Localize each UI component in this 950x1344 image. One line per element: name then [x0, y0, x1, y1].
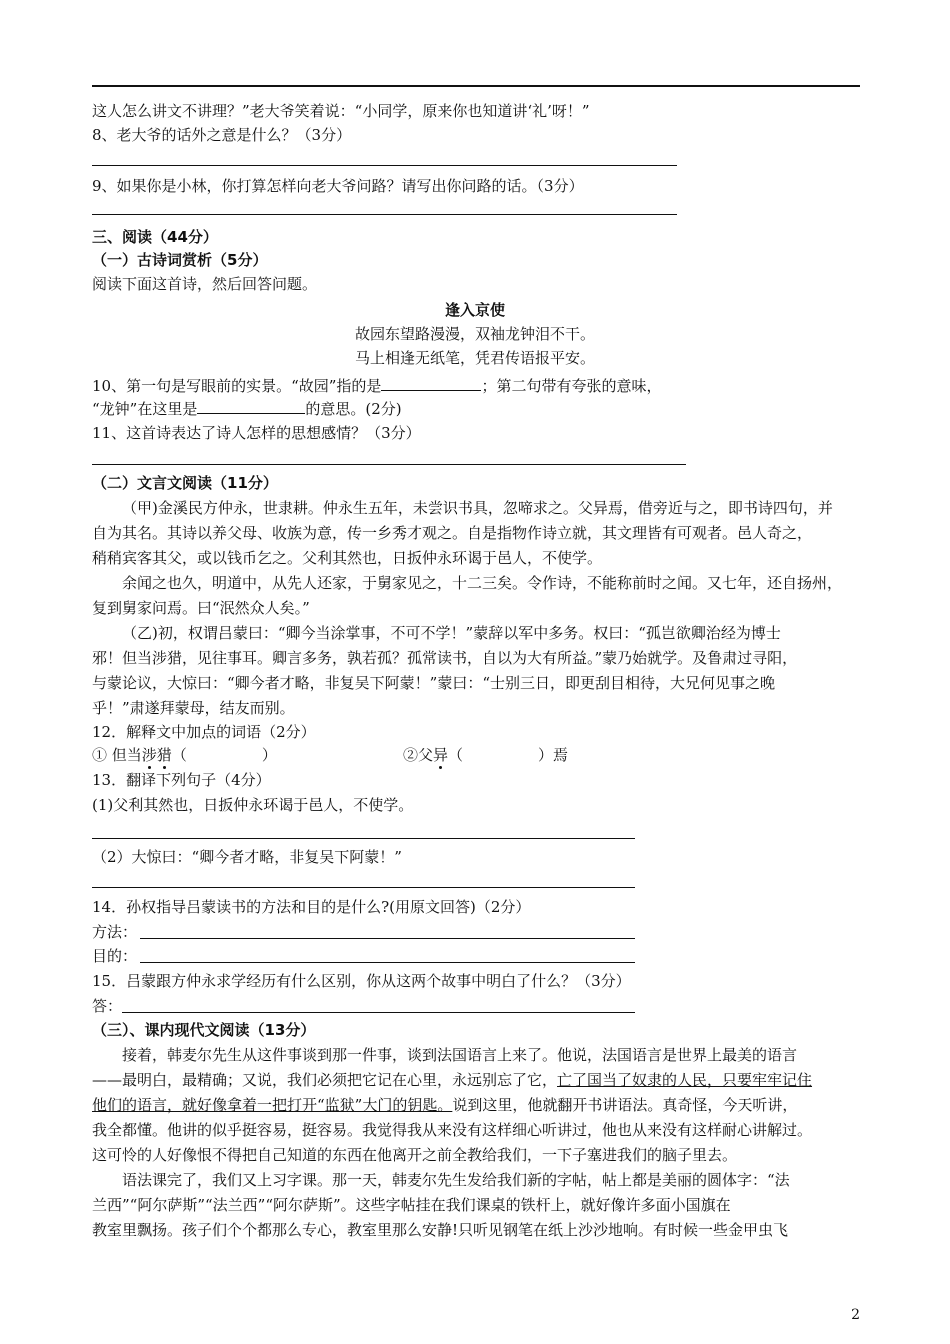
q12-item2-prefix: ②父	[403, 746, 434, 764]
modern-line-1: 接着，韩麦尔先生从这件事谈到那一件事，谈到法国语言上来了。他说，法国语言是世界上最美的语言	[122, 1046, 798, 1064]
q12-dotted-char-3: 异	[433, 746, 449, 764]
q12-dotted-char-2: 猎	[156, 746, 172, 764]
modern-line-7: 兰西”“阿尔萨斯”“法兰西”“阿尔萨斯”。这些字帖挂在我们课桌的铁杆上，就好像许多面小国旗在	[92, 1196, 731, 1214]
question-12-item-1	[92, 745, 277, 765]
passage-b-line-1: （乙)初，权谓吕蒙曰：“卿今当涂掌事，不可不学！”蒙辞以军中多务。权曰：“孤岂欲卿治经为博士	[122, 624, 781, 642]
question-13-item-2: （2）大惊曰：“卿今者才略，非复吴下阿蒙！”	[92, 848, 402, 866]
modern-section-heading: （三）、课内现代文阅读（13分）	[92, 1021, 316, 1039]
question-15: 15．吕蒙跟方仲永求学经历有什么区别，你从这两个故事中明白了什么？（3分）	[92, 972, 631, 990]
poem-line-2: 马上相逢无纸笔，凭君传语报平安。	[354, 349, 595, 367]
q12-item2-blank[interactable]: （ ）焉	[448, 746, 569, 764]
q15-answer-label: 答：	[92, 997, 123, 1015]
poem-line-1: 故园东望路漫漫，双袖龙钟泪不干。	[354, 325, 595, 343]
answer-line-q11[interactable]	[92, 464, 686, 465]
passage-b-line-4: 乎！”肃遂拜蒙母，结友而别。	[92, 699, 295, 717]
passage-a-line-4: 余闻之也久，明道中，从先人还家，于舅家见之，十二三矣。令作诗，不能称前时之闻。又七年，还自扬州，	[122, 574, 843, 592]
classical-section-heading: （二）文言文阅读（11分）	[92, 474, 278, 492]
section-3-heading: 三、阅读（44分）	[92, 228, 218, 246]
q10-text-d: 的意思。(2分)	[305, 400, 402, 418]
dialogue-line: 这人怎么讲文不讲理？”老大爷笑着说：“小同学，原来你也知道讲‘礼’呀！”	[92, 102, 590, 120]
question-13: 13．翻译下列句子（4分）	[92, 771, 271, 789]
q10-text-a: 10、第一句是写眼前的实景。“故园”指的是	[92, 377, 382, 395]
q14-purpose-label: 目的：	[92, 947, 138, 965]
underlined-sentence-part-2: 他们的语言，就好像拿着一把打开“监狱”大门的钥匙。	[92, 1096, 453, 1114]
answer-line-q15[interactable]	[122, 1012, 635, 1013]
question-12-item-2	[403, 745, 568, 765]
modern-line-3	[92, 1095, 797, 1115]
modern-line-8: 教室里飘扬。孩子们个个都那么专心，教室里那么安静!只听见钢笔在纸上沙沙地响。有时候一些金甲虫飞	[92, 1221, 789, 1239]
question-8: 8、老大爷的话外之意是什么？（3分）	[92, 126, 352, 144]
answer-line-q9[interactable]	[92, 214, 677, 215]
answer-line-q8[interactable]	[92, 165, 677, 166]
page-number: 2	[851, 1307, 860, 1323]
question-10-line-1	[92, 375, 661, 396]
top-rule	[92, 85, 860, 87]
q12-item1-blank[interactable]: （ ）	[171, 746, 277, 764]
passage-a-line-3: 稍稍宾客其父，或以钱币乞之。父利其然也，日扳仲永环谒于邑人，不使学。	[92, 549, 603, 567]
poem-title: 逢入京使	[444, 301, 505, 319]
underlined-sentence-part-1: 亡了国当了奴隶的人民，只要牢牢记住	[557, 1071, 813, 1089]
answer-line-purpose[interactable]	[140, 962, 635, 963]
modern-line-4: 我全都懂。他讲的似乎挺容易，挺容易。我觉得我从来没有这样细心听讲过，他也从来没有这样耐心讲解过。	[92, 1121, 813, 1139]
modern-line-6: 语法课完了，我们又上习字课。那一天，韩麦尔先生发给我们新的字帖，帖上都是美丽的圆体字：“法	[122, 1171, 790, 1189]
answer-line-q13-2[interactable]	[92, 887, 635, 888]
poetry-instruction: 阅读下面这首诗，然后回答问题。	[92, 275, 318, 293]
question-9: 9、如果你是小林，你打算怎样向老大爷问路？请写出你问路的话。（3分）	[92, 177, 584, 195]
passage-b-line-2: 邪！但当涉猎，见往事耳。卿言多务，孰若孤？孤常读书，自以为大有所益。”蒙乃始就学。及鲁肃过寻阳，	[92, 649, 798, 667]
modern-line-2	[92, 1070, 812, 1090]
passage-b-line-3: 与蒙论议，大惊曰：“卿今者才略，非复吴下阿蒙！”蒙曰：“士别三日，即更刮目相待，大兄何见事之晚	[92, 674, 776, 692]
passage-a-line-1: （甲)金溪民方仲永，世隶耕。仲永生五年，未尝识书具，忽啼求之。父异焉，借旁近与之，即书诗四句，并	[122, 499, 833, 517]
q12-item1-prefix: ① 但当	[92, 746, 142, 764]
question-13-item-1: (1)父利其然也，日扳仲永环谒于邑人，不使学。	[92, 796, 414, 814]
q10-text-c: “龙钟”在这里是	[92, 400, 198, 418]
question-11: 11、这首诗表达了诗人怎样的思想感情？（3分）	[92, 424, 421, 442]
question-12: 12．解释文中加点的词语（2分）	[92, 723, 316, 741]
q14-method-label: 方法：	[92, 923, 138, 941]
answer-line-q13-1[interactable]	[92, 838, 635, 839]
passage-a-line-2: 自为其名。其诗以养父母、收族为意，传一乡秀才观之。自是指物作诗立就，其文理皆有可观者。邑人奇之，	[92, 524, 813, 542]
q12-dotted-char-1: 涉	[141, 746, 157, 764]
q10-text-b: ；第二句带有夸张的意味，	[481, 377, 662, 395]
answer-line-method[interactable]	[140, 938, 635, 939]
question-10-line-2	[92, 398, 402, 419]
q10-blank-1[interactable]	[381, 375, 481, 391]
q10-blank-2[interactable]	[197, 398, 305, 414]
passage-a-line-5: 复到舅家问焉。曰“泯然众人矣。”	[92, 599, 310, 617]
question-14: 14．孙权指导吕蒙读书的方法和目的是什么?(用原文回答)（2分）	[92, 898, 531, 916]
modern-line-3-text: 说到这里，他就翻开书讲语法。真奇怪，今天听讲，	[452, 1096, 798, 1114]
poetry-section-heading: （一）古诗词赏析（5分）	[92, 251, 268, 269]
modern-line-2-text: ——最明白，最精确；又说，我们必须把它记在心里，永远别忘了它，	[92, 1071, 558, 1089]
modern-line-5: 这可怜的人好像恨不得把自己知道的东西在他离开之前全教给我们，一下子塞进我们的脑子里去。	[92, 1146, 738, 1164]
